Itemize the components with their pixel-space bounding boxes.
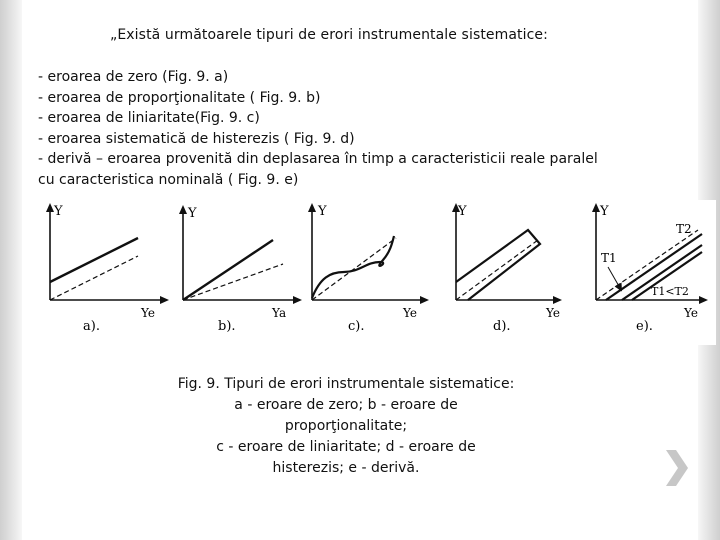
panel-label: b). bbox=[218, 319, 236, 334]
y-axis-label: Y bbox=[188, 206, 197, 221]
condition-label: T1<T2 bbox=[651, 285, 689, 298]
y-axis-arrow bbox=[179, 205, 187, 214]
bullet-item: - eroarea de zero (Fig. 9. a) bbox=[38, 69, 229, 85]
panel-b-proportionality-error bbox=[179, 205, 302, 334]
caption-line: c - eroare de liniaritate; d - eroare de bbox=[216, 439, 476, 455]
t1-label: T1 bbox=[601, 251, 617, 265]
panel-a-zero-error bbox=[46, 203, 169, 334]
nominal-characteristic bbox=[312, 238, 396, 300]
y-axis-arrow bbox=[592, 203, 600, 212]
real-characteristic bbox=[183, 240, 273, 300]
x-axis-label: Ya bbox=[272, 306, 287, 320]
panel-d-hysteresis-error bbox=[452, 203, 562, 334]
caption-line: Fig. 9. Tipuri de erori instrumentale sistematice: bbox=[177, 376, 515, 392]
nominal-characteristic bbox=[50, 256, 138, 300]
panel-label: d). bbox=[493, 319, 511, 334]
panel-label: c). bbox=[348, 319, 365, 334]
y-axis-label: Y bbox=[54, 204, 63, 219]
y-axis-arrow bbox=[308, 203, 316, 212]
figure-svg bbox=[38, 200, 716, 345]
panel-label: e). bbox=[636, 319, 653, 334]
x-axis-arrow bbox=[160, 296, 169, 304]
x-axis-label: Ye bbox=[141, 306, 155, 320]
y-axis-label: Y bbox=[600, 204, 609, 219]
caption-line: a - eroare de zero; b - eroare de bbox=[234, 397, 458, 413]
next-slide-button[interactable] bbox=[662, 448, 692, 488]
real-characteristic bbox=[50, 238, 138, 282]
bullet-list bbox=[38, 67, 648, 190]
caption-line: histerezis; e - derivă. bbox=[272, 460, 420, 476]
nominal-characteristic bbox=[456, 240, 538, 300]
left-decor-bar bbox=[0, 0, 22, 540]
bullet-item: - eroarea de liniaritate(Fig. 9. c) bbox=[38, 110, 260, 126]
y-axis-label: Y bbox=[318, 204, 327, 219]
t1-pointer bbox=[608, 267, 620, 288]
y-axis-label: Y bbox=[458, 204, 467, 219]
x-axis-label: Ye bbox=[403, 306, 417, 320]
caption-line: proporţionalitate; bbox=[284, 418, 408, 434]
bullet-item: - eroarea sistematică de histerezis ( Fig. 9. d) bbox=[38, 130, 355, 147]
slide-title: „Există următoarele tipuri de erori instrumentale sistematice: bbox=[110, 27, 548, 43]
x-axis-label: Ye bbox=[546, 306, 560, 320]
x-axis-arrow bbox=[553, 296, 562, 304]
nominal-characteristic bbox=[183, 264, 283, 300]
x-axis-arrow bbox=[293, 296, 302, 304]
panel-e-drift bbox=[592, 203, 708, 334]
t2-label: T2 bbox=[676, 222, 692, 236]
bullet-item: - eroarea de proporţionalitate ( Fig. 9. b) bbox=[38, 89, 321, 106]
x-axis-label: Ye bbox=[684, 306, 698, 320]
figure-caption bbox=[150, 374, 542, 479]
bullet-item: - derivă – eroarea provenită din deplasarea în timp a caracteristicii reale paralel bbox=[38, 151, 598, 167]
bullet-item: cu caracteristica nominală ( Fig. 9. e) bbox=[38, 171, 299, 188]
error-types-figure bbox=[38, 200, 716, 345]
x-axis-arrow bbox=[699, 296, 708, 304]
y-axis-arrow bbox=[46, 203, 54, 212]
x-axis-arrow bbox=[420, 296, 429, 304]
panel-label: a). bbox=[83, 319, 100, 334]
panel-c-linearity-error bbox=[308, 203, 429, 334]
real-characteristic bbox=[312, 236, 394, 298]
hysteresis-loop bbox=[456, 230, 540, 300]
chevron-right-icon bbox=[662, 448, 692, 488]
